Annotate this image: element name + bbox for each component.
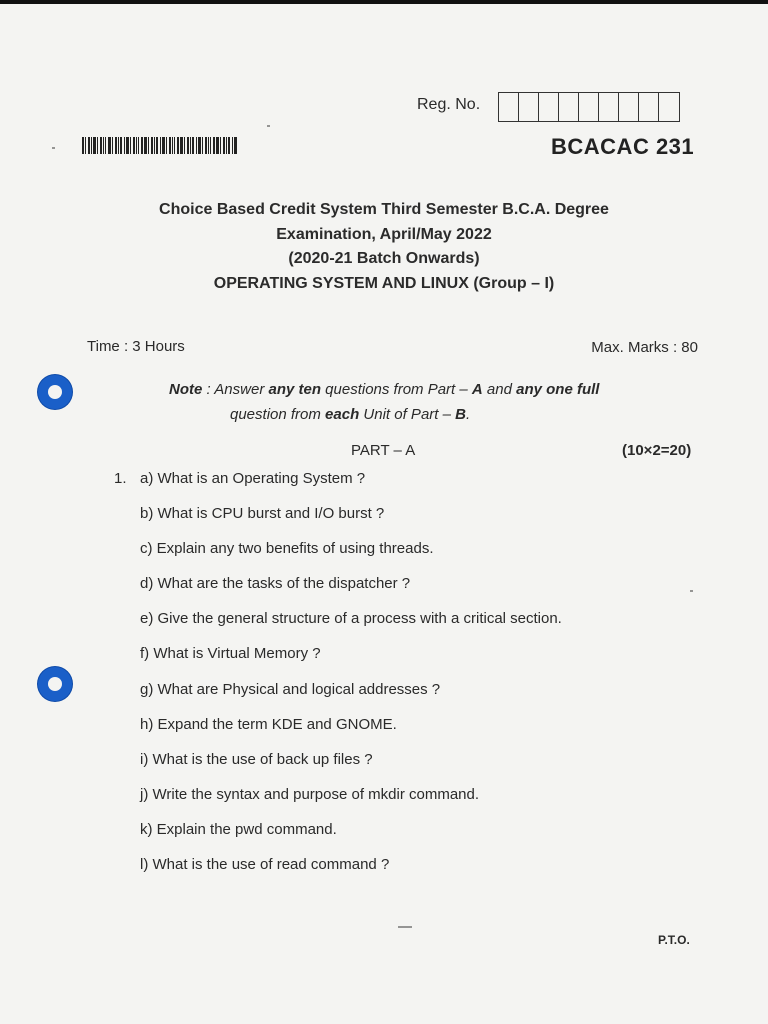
max-marks: Max. Marks : 80 — [591, 339, 698, 356]
scan-speck — [398, 926, 412, 928]
scan-top-edge — [0, 0, 768, 4]
question-number: 1. — [114, 470, 127, 487]
reg-no-box[interactable] — [599, 93, 619, 121]
reg-no-box[interactable] — [519, 93, 539, 121]
reg-no-box[interactable] — [619, 93, 639, 121]
reg-no-box[interactable] — [559, 93, 579, 121]
title-line-1: Choice Based Credit System Third Semester B.C.A. Degree — [159, 201, 609, 218]
exam-title — [0, 198, 768, 296]
title-line-2: Examination, April/May 2022 — [276, 225, 492, 243]
question-item: b) What is CPU burst and I/O burst ? — [140, 505, 385, 523]
scan-speck — [267, 125, 270, 127]
question-item: h) Expand the term KDE and GNOME. — [140, 715, 397, 733]
question-item: f) What is Virtual Memory ? — [140, 645, 321, 663]
paper-code: BCACAC 231 — [551, 134, 695, 159]
title-line-4: OPERATING SYSTEM AND LINUX (Group – I) — [213, 274, 555, 292]
question-item: j) Write the syntax and purpose of mkdir command. — [140, 785, 480, 803]
question-item: c) Explain any two benefits of using threads. — [140, 540, 434, 558]
reg-no-box[interactable] — [639, 93, 659, 121]
reg-no-label: Reg. No. — [417, 96, 481, 113]
part-a-marks: (10×2=20) — [622, 442, 692, 459]
title-line-3: (2020-21 Batch Onwards) — [288, 250, 480, 267]
question-item: d) What are the tasks of the dispatcher ? — [140, 575, 411, 593]
exam-duration: Time : 3 Hours — [87, 338, 185, 355]
reg-no-box[interactable] — [659, 93, 679, 121]
scan-speck — [52, 147, 55, 149]
question-item: e) Give the general structure of a process with a critical section. — [140, 610, 562, 628]
scan-speck — [690, 590, 693, 592]
reg-no-boxes[interactable] — [498, 92, 680, 122]
question-item: k) Explain the pwd command. — [140, 820, 337, 838]
punch-hole-icon — [38, 667, 72, 701]
question-item: g) What are Physical and logical addresses ? — [140, 680, 441, 698]
reg-no-box[interactable] — [539, 93, 559, 121]
reg-no-box[interactable] — [499, 93, 519, 121]
note-label: Note — [169, 381, 203, 398]
instructions-note — [169, 377, 599, 427]
question-item: l) What is the use of read command ? — [140, 856, 390, 874]
part-a-title: PART – A — [351, 442, 416, 459]
note-line-2: question from each Unit of Part – B. — [230, 406, 471, 423]
reg-no-box[interactable] — [579, 93, 599, 121]
question-list — [140, 470, 562, 891]
question-item: i) What is the use of back up files ? — [140, 750, 373, 768]
barcode-icon — [82, 137, 238, 154]
pto-label: P.T.O. — [658, 933, 690, 947]
punch-hole-icon — [38, 375, 72, 409]
question-item: a) What is an Operating System ? — [140, 470, 366, 487]
note-line-1: Note : Answer any ten questions from Part – A and any one full — [169, 381, 600, 398]
